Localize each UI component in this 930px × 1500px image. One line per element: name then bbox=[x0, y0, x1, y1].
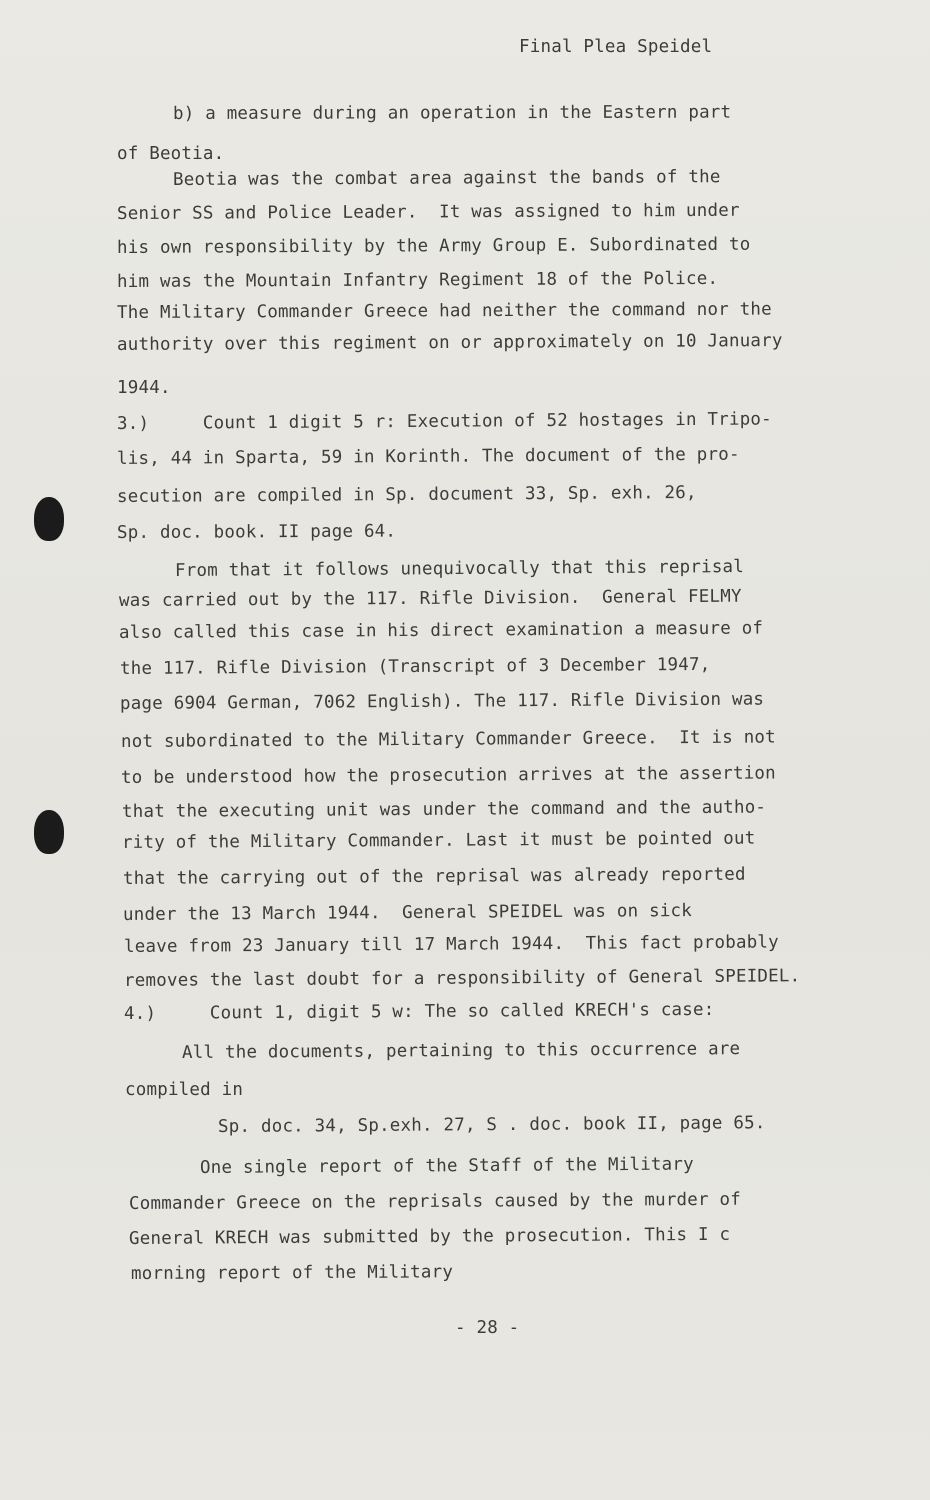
text-line: Sp. doc. book. II page 64. bbox=[116, 521, 397, 543]
text-line: 3.) Count 1 digit 5 r: Execution of 52 hostages in Tripo- bbox=[116, 409, 772, 434]
text-line: to be understood how the prosecution arrives at the assertion bbox=[120, 763, 776, 788]
punch-hole-upper bbox=[34, 497, 64, 541]
text-line: secution are compiled in Sp. document 33, Sp. exh. 26, bbox=[116, 482, 697, 507]
text-line: of Beotia. bbox=[117, 144, 225, 164]
text-line: From that it follows unequivocally that this reprisal bbox=[174, 557, 745, 581]
text-line: under the 13 March 1944. General SPEIDEL was on sick bbox=[122, 901, 693, 925]
text-line: Commander Greece on the reprisals caused by the murder of bbox=[128, 1189, 742, 1214]
text-line: the 117. Rifle Division (Transcript of 3 December 1947, bbox=[119, 654, 711, 679]
text-line: The Military Commander Greece had neither the command nor the bbox=[116, 299, 772, 323]
text-line: b) a measure during an operation in the Eastern part bbox=[172, 102, 732, 124]
text-line: page 6904 German, 7062 English). The 117. Rifle Division was bbox=[119, 689, 765, 714]
text-line: 4.) Count 1, digit 5 w: The so called KRECH's case: bbox=[123, 999, 715, 1024]
text-line: One single report of the Staff of the Military bbox=[199, 1154, 694, 1178]
text-line: that the executing unit was under the command and the autho- bbox=[121, 797, 767, 822]
punch-hole-lower bbox=[34, 810, 64, 854]
text-line: Senior SS and Police Leader. It was assigned to him under bbox=[116, 200, 740, 224]
text-line: rity of the Military Commander. Last it must be pointed out bbox=[121, 828, 756, 853]
text-line: removes the last doubt for a responsibility of General SPEIDEL. bbox=[123, 966, 801, 991]
page-number: - 28 - bbox=[455, 1318, 520, 1338]
text-line: compiled in bbox=[125, 1080, 244, 1100]
text-line: General KRECH was submitted by the prosecution. This I c bbox=[128, 1224, 731, 1249]
text-line: lis, 44 in Sparta, 59 in Korinth. The document of the pro- bbox=[116, 444, 740, 469]
text-line: 1944. bbox=[117, 378, 171, 398]
text-line: was carried out by the 117. Rifle Division. General FELMY bbox=[118, 586, 742, 611]
text-line: authority over this regiment on or approximately on 10 January bbox=[116, 330, 783, 355]
text-line: not subordinated to the Military Commander Greece. It is not bbox=[120, 727, 776, 752]
page-header-title: Final Plea Speidel bbox=[519, 37, 713, 57]
text-line: All the documents, pertaining to this occurrence are bbox=[181, 1039, 741, 1063]
text-line: morning report of the Military bbox=[130, 1262, 454, 1284]
text-line: Sp. doc. 34, Sp.exh. 27, S . doc. book II, page 65. bbox=[217, 1113, 766, 1137]
text-line: Beotia was the combat area against the bands of the bbox=[172, 167, 721, 190]
text-line: leave from 23 January till 17 March 1944. This fact probably bbox=[123, 932, 779, 957]
text-line: also called this case in his direct examination a measure of bbox=[118, 618, 764, 643]
text-line: his own responsibility by the Army Group E. Subordinated to bbox=[116, 234, 751, 258]
text-line: that the carrying out of the reprisal was already reported bbox=[122, 864, 746, 889]
text-line: him was the Mountain Infantry Regiment 18 of the Police. bbox=[116, 268, 719, 292]
